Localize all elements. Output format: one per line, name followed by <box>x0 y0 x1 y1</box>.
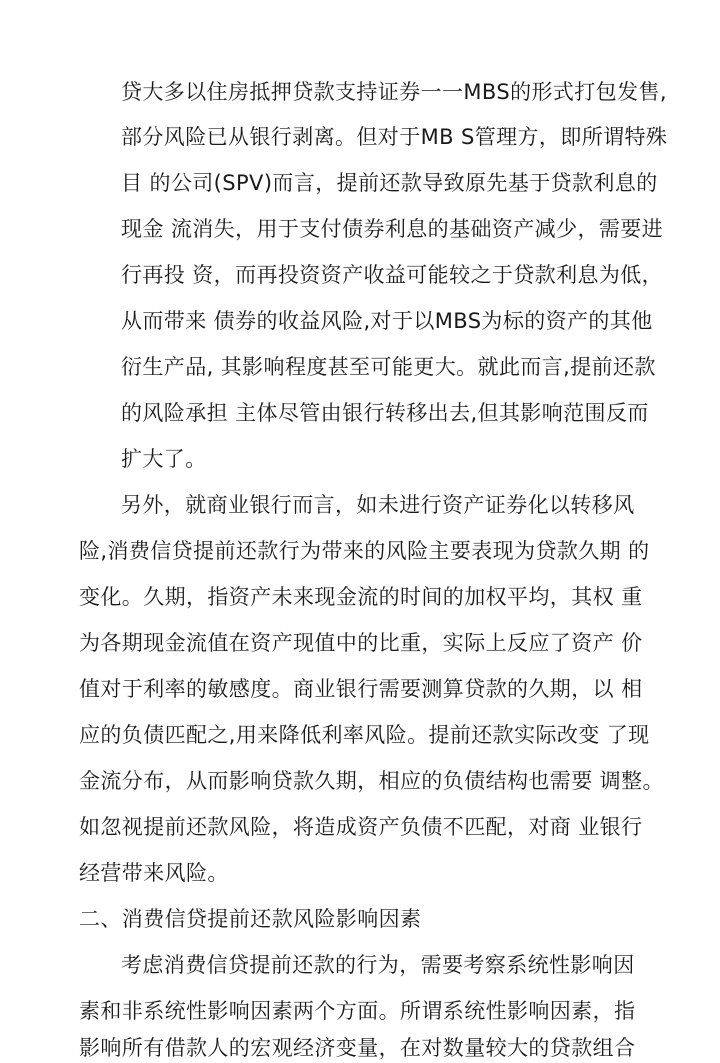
paragraph-line: 行再投 资，而再投资资产收益可能较之于贷款利息为低， <box>121 263 664 287</box>
section-heading: 二、消费信贷提前还款风险影响因素 <box>79 907 422 931</box>
paragraph-line: 影响所有借款人的宏观经济变量，在对数量较大的贷款组合 <box>79 1036 636 1060</box>
paragraph-line: 的风险承担 主体尽管由银行转移出去,但其影响范围反而 <box>121 401 649 425</box>
paragraph-line: 如忽视提前还款风险，将造成资产负债不匹配，对商 业银行 <box>79 815 643 839</box>
paragraph-line: 目 的公司(SPV)而言，提前还款导致原先基于贷款利息的 <box>121 171 658 195</box>
paragraph-line: 现金 流消失，用于支付债券利息的基础资产减少，需要进 <box>121 217 664 241</box>
paragraph-line: 部分风险已从银行剥离。但对于MB S管理方，即所谓特殊 <box>121 125 668 149</box>
paragraph-line: 贷大多以住房抵押贷款支持证券一一MBS的形式打包发售, <box>121 80 667 104</box>
paragraph-line: 应的负债匹配之,用来降低利率风险。提前还款实际改变 了现 <box>79 723 650 747</box>
paragraph-line: 素和非系统性影响因素两个方面。所谓系统性影响因素，指 <box>79 999 636 1023</box>
paragraph-line: 金流分布，从而影响贷款久期，相应的负债结构也需要 调整。 <box>79 769 664 793</box>
paragraph-line: 险,消费信贷提前还款行为带来的风险主要表现为贷款久期 的 <box>79 539 650 563</box>
paragraph-first-line: 另外，就商业银行而言，如未进行资产证券化以转移风 <box>121 493 635 517</box>
paragraph-line: 为各期现金流值在资产现值中的比重，实际上反应了资产 价 <box>79 631 643 655</box>
paragraph-line: 从而带来 债券的收益风险,对于以MBS为标的资产的其他 <box>121 309 653 333</box>
paragraph-line: 衍生产品, 其影响程度甚至可能更大。就此而言,提前还款 <box>121 355 656 379</box>
paragraph-line: 扩大了。 <box>121 447 207 471</box>
paragraph-line: 变化。久期，指资产未来现金流的时间的加权平均，其权 重 <box>79 585 643 609</box>
paragraph-line: 值对于利率的敏感度。商业银行需要测算贷款的久期，以 相 <box>79 677 643 701</box>
paragraph-line: 经营带来风险。 <box>79 861 229 885</box>
paragraph-first-line: 考虑消费信贷提前还款的行为，需要考察系统性影响因 <box>121 953 635 977</box>
